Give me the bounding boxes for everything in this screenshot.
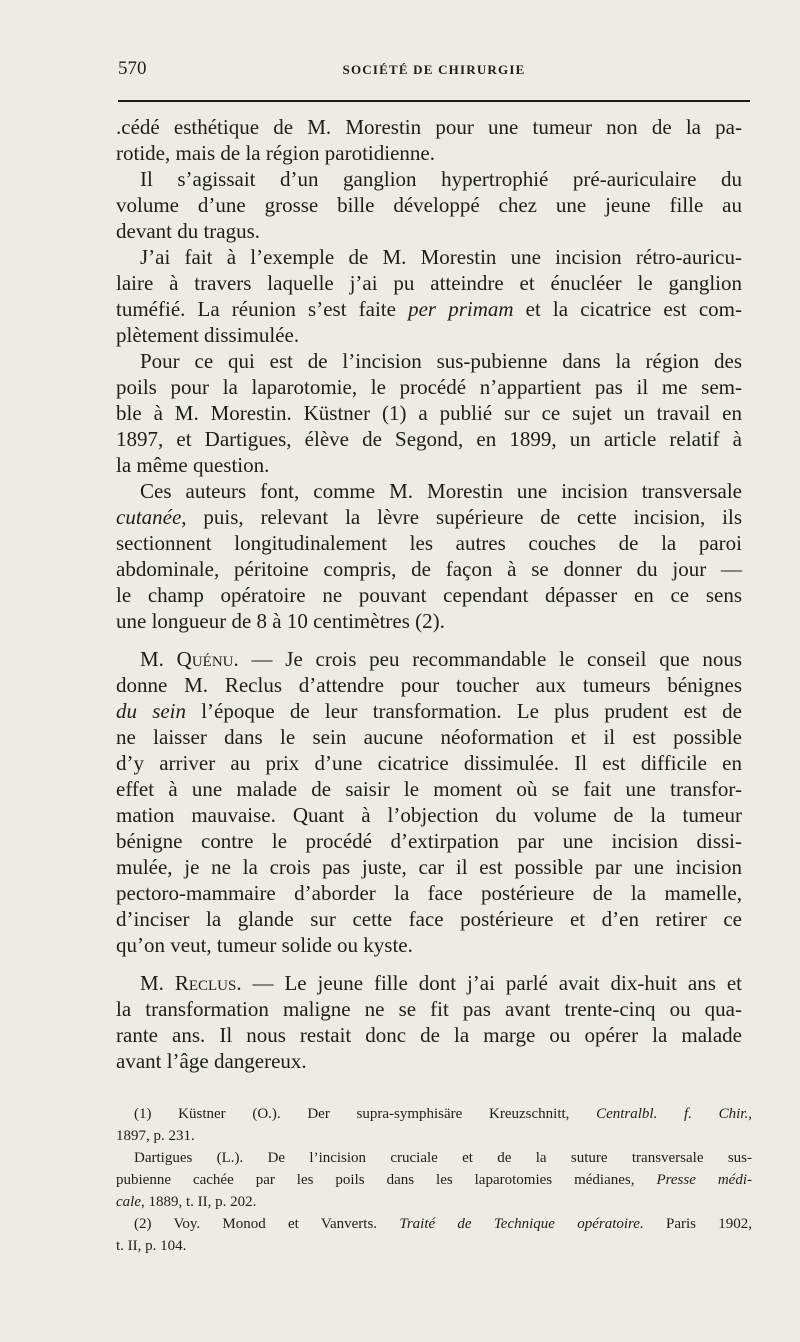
paragraph [116, 970, 742, 1074]
emphasis: cutanée [116, 505, 182, 529]
text-line: devant du tragus. [116, 219, 261, 243]
text-line: .cédé esthétique de M. Morestin pour une tumeur non de la pa- [116, 115, 742, 139]
paragraph [116, 348, 742, 478]
footnote [116, 1147, 752, 1213]
text-line: qu’on veut, tumeur solide ou kyste. [116, 933, 413, 957]
text-line: cutanée, puis, relevant la lèvre supérieure de cette incision, ils [116, 505, 742, 529]
footnote [116, 1213, 752, 1257]
text-line: poils pour la laparotomie, le procédé n’appartient pas il me sem- [116, 375, 742, 399]
text-line: ne laisser dans le sein aucune néoformation et il est possible [116, 725, 742, 749]
paragraph [116, 646, 742, 958]
footnote-line: (2) Voy. Monod et Vanverts. Traité de Technique opératoire. Paris 1902, [134, 1216, 752, 1232]
page-number: 570 [118, 58, 147, 79]
text-line: ble à M. Morestin. Küstner (1) a publié sur ce sujet un travail en [116, 401, 742, 425]
text-line: M. Reclus. — Le jeune fille dont j’ai parlé avait dix-huit ans et [140, 971, 743, 995]
text-line: une longueur de 8 à 10 centimètres (2). [116, 609, 445, 633]
paragraph [116, 244, 742, 348]
text-line: J’ai fait à l’exemple de M. Morestin une incision rétro-auricu- [140, 245, 742, 269]
text-line: Pour ce qui est de l’incision sus-pubienne dans la région des [140, 349, 742, 373]
emphasis: du sein [116, 699, 187, 723]
footnote-line: cale, 1889, t. II, p. 202. [116, 1194, 257, 1210]
text-line: 1897, et Dartigues, élève de Segond, en 1899, un article relatif à [116, 427, 742, 451]
text-line: laire à travers laquelle j’ai pu atteindre et énucléer le ganglion [116, 271, 742, 295]
text-line: bénigne contre le procédé d’extirpation par une incision dissi- [116, 829, 742, 853]
text-line: mation mauvaise. Quant à l’objection du volume de la tumeur [116, 803, 742, 827]
text-line: Ces auteurs font, comme M. Morestin une incision transversale [140, 479, 742, 503]
text-line: plètement dissimulée. [116, 323, 300, 347]
footnote-line: 1897, p. 231. [116, 1128, 195, 1144]
paragraph [116, 114, 742, 166]
text-line: d’y arriver au prix d’une cicatrice dissimulée. Il est difficile en [116, 751, 742, 775]
header-rule [118, 100, 750, 102]
page-header [118, 58, 750, 88]
text-line: donne M. Reclus d’attendre pour toucher aux tumeurs bénignes [116, 673, 742, 697]
text-line: Il s’agissait d’un ganglion hypertrophié pré-auriculaire du [140, 167, 742, 191]
text-line: M. Quénu. — Je crois peu recommandable le conseil que nous [140, 647, 742, 671]
text-line: sectionnent longitudinalement les autres couches de la paroi [116, 531, 742, 555]
footnote [116, 1103, 752, 1147]
running-title: SOCIÉTÉ DE CHIRURGIE [342, 62, 526, 77]
text-line: du sein l’époque de leur transformation. Le plus prudent est de [116, 699, 743, 723]
text-line: mulée, je ne la crois pas juste, car il est possible par une incision [116, 855, 742, 879]
latin-phrase: per primam [408, 297, 514, 321]
text-line: rotide, mais de la région parotidienne. [116, 141, 435, 165]
text-line: rante ans. Il nous restait donc de la marge ou opérer la malade [116, 1023, 742, 1047]
text-line: volume d’une grosse bille développé chez une jeune fille au [116, 193, 742, 217]
text-line: abdominale, péritoine compris, de façon à se donner du jour — [116, 557, 742, 581]
paragraph [116, 478, 742, 634]
text-line: la même question. [116, 453, 270, 477]
body-text [116, 114, 742, 1074]
text-line: le champ opératoire ne pouvant cependant dépasser en ce sens [116, 583, 742, 607]
paragraph [116, 166, 742, 244]
text-line: la transformation maligne ne se fit pas avant trente-cinq ou qua- [116, 997, 742, 1021]
text-line: avant l’âge dangereux. [116, 1049, 307, 1073]
footnote-line: pubienne cachée par les poils dans les laparotomies médianes, Presse médi- [116, 1172, 752, 1188]
speaker-name: M. Reclus. [140, 971, 242, 995]
footnote-line: (1) Küstner (O.). Der supra-symphisäre Kreuzschnitt, Centralbl. f. Chir., [134, 1106, 752, 1122]
text-line: tuméfié. La réunion s’est faite per primam et la cicatrice est com- [116, 297, 743, 321]
text-line: d’inciser la glande sur cette face postérieure et d’en retirer ce [116, 907, 742, 931]
footnote-line: t. II, p. 104. [116, 1238, 187, 1254]
speaker-name: M. Quénu. [140, 647, 239, 671]
footnotes [116, 1103, 752, 1257]
text-line: effet à une malade de saisir le moment où se fait une transfor- [116, 777, 742, 801]
text-line: pectoro-mammaire d’aborder la face postérieure de la mamelle, [116, 881, 742, 905]
footnote-line: Dartigues (L.). De l’incision cruciale et de la suture transversale sus- [134, 1150, 752, 1166]
